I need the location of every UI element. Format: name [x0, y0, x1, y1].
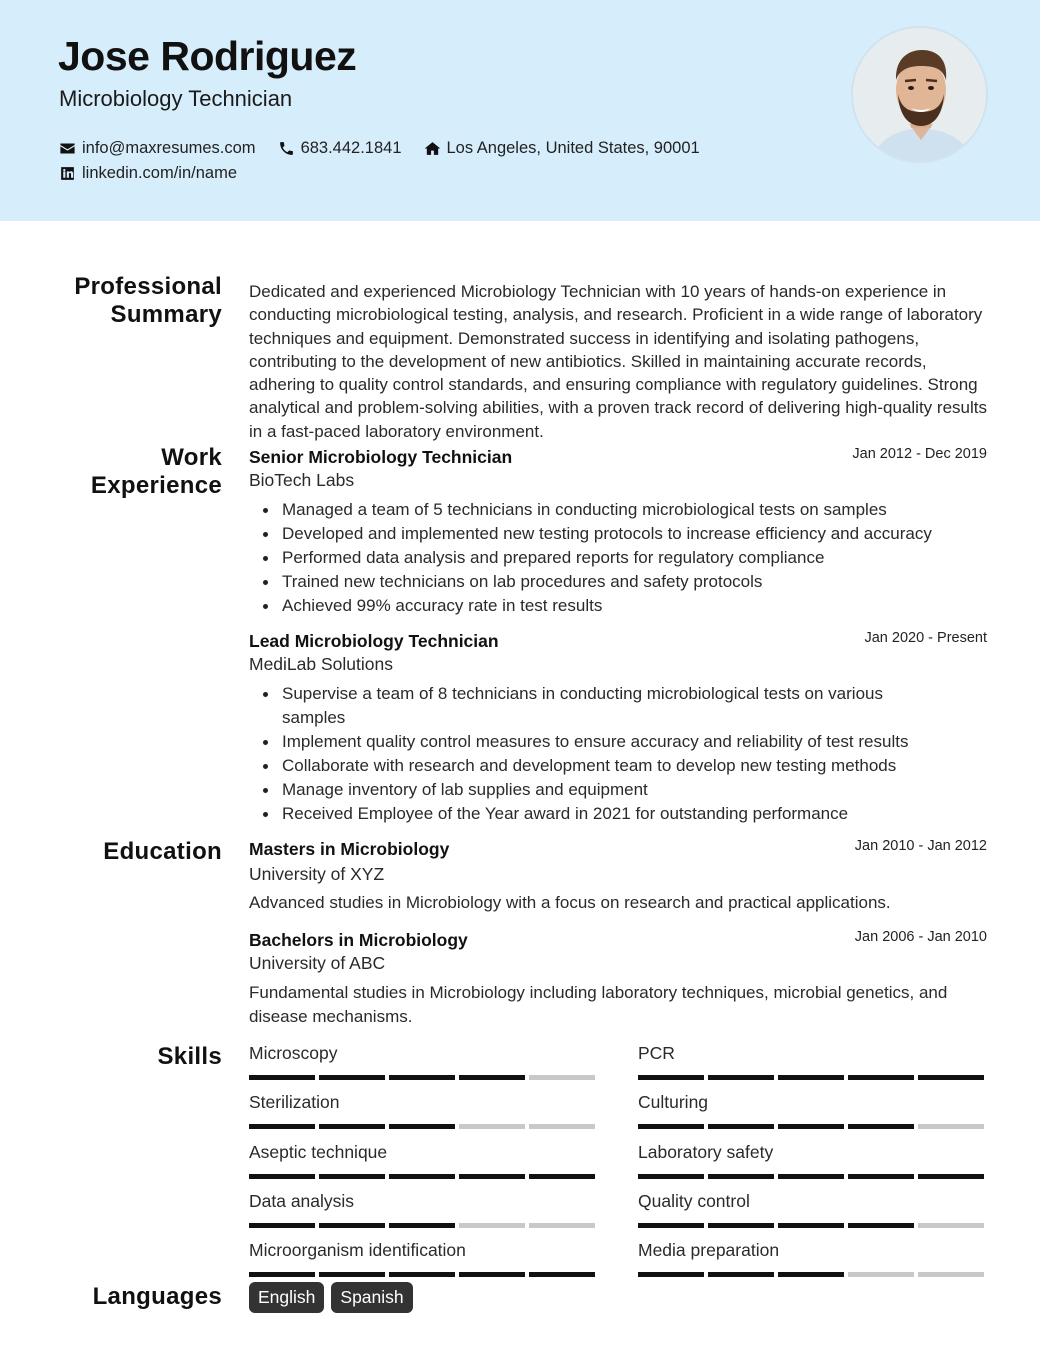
job-title: Senior Microbiology Technician [249, 447, 513, 467]
job-bullets [249, 682, 939, 826]
skill-level-filled [848, 1075, 914, 1080]
job-bullet: Received Employee of the Year award in 2021 for outstanding performance [249, 802, 939, 826]
skill-item [249, 1043, 597, 1080]
degree-title: Bachelors in Microbiology [249, 930, 468, 950]
skill-level-filled [529, 1272, 595, 1277]
home-icon [424, 140, 441, 157]
skill-level-filled [708, 1272, 774, 1277]
job-dates: Jan 2012 - Dec 2019 [852, 446, 987, 462]
skill-level-empty [848, 1272, 914, 1277]
phone-text: 683.442.1841 [300, 139, 402, 157]
skill-level-filled [389, 1223, 455, 1228]
school-name: University of ABC [249, 953, 386, 973]
skill-level-empty [459, 1124, 525, 1129]
skill-level-bar [249, 1272, 597, 1277]
skill-level-bar [249, 1124, 597, 1129]
contact-linkedin[interactable] [59, 164, 237, 183]
skill-item [638, 1191, 986, 1228]
job-bullets [249, 498, 979, 618]
job-bullet: Performed data analysis and prepared reports for regulatory compliance [249, 546, 979, 570]
job-bullet: Supervise a team of 8 technicians in conducting microbiological tests on various samples [249, 682, 939, 730]
skill-level-filled [249, 1075, 315, 1080]
email-text: info@maxresumes.com [82, 139, 256, 157]
skill-level-filled [778, 1223, 844, 1228]
skill-level-bar [249, 1174, 597, 1179]
skill-level-filled [918, 1075, 984, 1080]
language-tag: Spanish [331, 1282, 412, 1313]
skill-level-empty [529, 1124, 595, 1129]
skill-name: Laboratory safety [638, 1141, 774, 1162]
skill-level-filled [249, 1124, 315, 1129]
skill-name: PCR [638, 1043, 675, 1063]
skill-level-empty [529, 1075, 595, 1080]
skill-level-filled [319, 1174, 385, 1179]
degree-title: Masters in Microbiology [249, 839, 450, 859]
skill-level-filled [918, 1174, 984, 1179]
job-bullet: Trained new technicians on lab procedures and safety protocols [249, 570, 979, 594]
skill-name: Media preparation [638, 1240, 780, 1261]
skill-level-filled [638, 1174, 704, 1179]
skill-level-filled [389, 1075, 455, 1080]
job-bullet: Managed a team of 5 technicians in conducting microbiological tests on samples [249, 498, 979, 522]
skill-level-filled [708, 1075, 774, 1080]
skill-level-filled [778, 1124, 844, 1129]
skill-level-bar [638, 1075, 986, 1080]
language-tag: English [249, 1282, 324, 1313]
skill-level-filled [459, 1075, 525, 1080]
job-bullet: Achieved 99% accuracy rate in test results [249, 594, 979, 618]
skill-item [249, 1191, 597, 1228]
education-description: Advanced studies in Microbiology with a focus on research and practical applications. [249, 893, 891, 912]
contact-row [59, 139, 722, 158]
skill-level-filled [638, 1124, 704, 1129]
skill-level-filled [778, 1174, 844, 1179]
job-bullet: Manage inventory of lab supplies and equipment [249, 778, 939, 802]
job-company: MediLab Solutions [249, 654, 393, 674]
summary-text: Dedicated and experienced Microbiology Technician with 10 years of hands-on experience in conducting microbiological testing, analysis, and research. Proficient in a wide range of laboratory techniques and equipment. Demonstrated success in identifying and isolating pathogens, contributing to the development of new antibiotics. Skilled in maintaining accurate records, adhering to quality control standards, and ensuring compliance with regulatory guidelines. Strong analytical and problem-solving abilities, with a proven track record of delivering high-quality results in a fast-paced laboratory environment. [249, 282, 987, 441]
section-title-experience-line-2: Experience [90, 472, 222, 499]
skill-level-filled [319, 1272, 385, 1277]
education-description: Fundamental studies in Microbiology including laboratory techniques, microbial genetics, and disease mechanisms. [249, 983, 948, 1026]
skill-item [638, 1142, 986, 1179]
skill-level-filled [319, 1075, 385, 1080]
skill-level-filled [249, 1272, 315, 1277]
skill-level-bar [638, 1174, 986, 1179]
skill-item [638, 1043, 986, 1080]
skill-name: Culturing [638, 1092, 709, 1113]
school-name: University of XYZ [249, 864, 385, 884]
contact-row-2 [59, 164, 259, 183]
skill-name: Microscopy [249, 1043, 338, 1063]
skill-item [249, 1092, 597, 1129]
candidate-title: Microbiology Technician [59, 86, 293, 111]
education-dates: Jan 2006 - Jan 2010 [854, 929, 987, 945]
skill-level-filled [249, 1223, 315, 1228]
section-title-education: Education [103, 838, 222, 865]
skill-level-filled [389, 1272, 455, 1277]
skill-level-filled [319, 1124, 385, 1129]
skill-level-empty [459, 1223, 525, 1228]
job-title: Lead Microbiology Technician [249, 631, 499, 651]
skill-name: Aseptic technique [249, 1141, 388, 1162]
skill-item [638, 1092, 986, 1129]
section-title-skills: Skills [157, 1043, 222, 1070]
skill-name: Quality control [638, 1190, 750, 1211]
skill-level-bar [638, 1272, 986, 1277]
skill-level-filled [848, 1174, 914, 1179]
skill-level-empty [918, 1124, 984, 1129]
skill-name: Microorganism identification [249, 1240, 466, 1261]
skill-level-bar [638, 1223, 986, 1228]
languages-list [249, 1282, 420, 1313]
skill-name: Sterilization [249, 1092, 340, 1113]
job-bullet: Implement quality control measures to ensure accuracy and reliability of test results [249, 730, 939, 754]
skill-level-filled [708, 1124, 774, 1129]
location-text: Los Angeles, United States, 90001 [446, 139, 700, 157]
skill-level-filled [459, 1272, 525, 1277]
linkedin-text: linkedin.com/in/name [82, 164, 237, 182]
skill-level-filled [459, 1174, 525, 1179]
section-title-summary: Professional Summary [74, 273, 222, 328]
education-dates: Jan 2010 - Jan 2012 [854, 838, 987, 854]
skill-level-empty [529, 1223, 595, 1228]
profile-photo [851, 26, 988, 163]
job-dates: Jan 2020 - Present [864, 630, 987, 646]
job-company: BioTech Labs [249, 470, 355, 490]
skill-level-filled [389, 1174, 455, 1179]
section-title-experience [91, 444, 222, 500]
candidate-name: Jose Rodriguez [58, 33, 357, 79]
envelope-icon [59, 140, 76, 157]
skill-level-bar [638, 1124, 986, 1129]
linkedin-icon [59, 165, 76, 182]
job-bullet: Collaborate with research and development team to develop new testing methods [249, 754, 939, 778]
skill-level-filled [249, 1174, 315, 1179]
section-title-experience-line-1: Work [161, 444, 222, 471]
skill-level-filled [389, 1124, 455, 1129]
skill-name: Data analysis [249, 1190, 355, 1211]
skill-item [249, 1142, 597, 1179]
section-title-languages: Languages [92, 1283, 222, 1310]
resume-header [0, 0, 1040, 221]
phone-icon [278, 140, 295, 157]
skill-level-filled [319, 1223, 385, 1228]
skill-level-empty [918, 1272, 984, 1277]
skill-level-filled [638, 1223, 704, 1228]
skill-level-bar [249, 1075, 597, 1080]
skill-level-filled [848, 1124, 914, 1129]
skill-level-filled [529, 1174, 595, 1179]
skill-level-filled [778, 1272, 844, 1277]
avatar-portrait [853, 28, 988, 163]
contact-location [424, 139, 700, 158]
skill-level-bar [249, 1223, 597, 1228]
skill-level-filled [638, 1075, 704, 1080]
skill-item [249, 1240, 597, 1277]
skill-item [638, 1240, 986, 1277]
contact-phone[interactable] [278, 139, 402, 158]
skill-level-filled [638, 1272, 704, 1277]
skill-level-empty [918, 1223, 984, 1228]
skill-level-filled [708, 1174, 774, 1179]
skill-level-filled [848, 1223, 914, 1228]
skill-level-filled [708, 1223, 774, 1228]
job-bullet: Developed and implemented new testing protocols to increase efficiency and accuracy [249, 522, 979, 546]
contact-email[interactable] [59, 139, 256, 158]
skill-level-filled [778, 1075, 844, 1080]
